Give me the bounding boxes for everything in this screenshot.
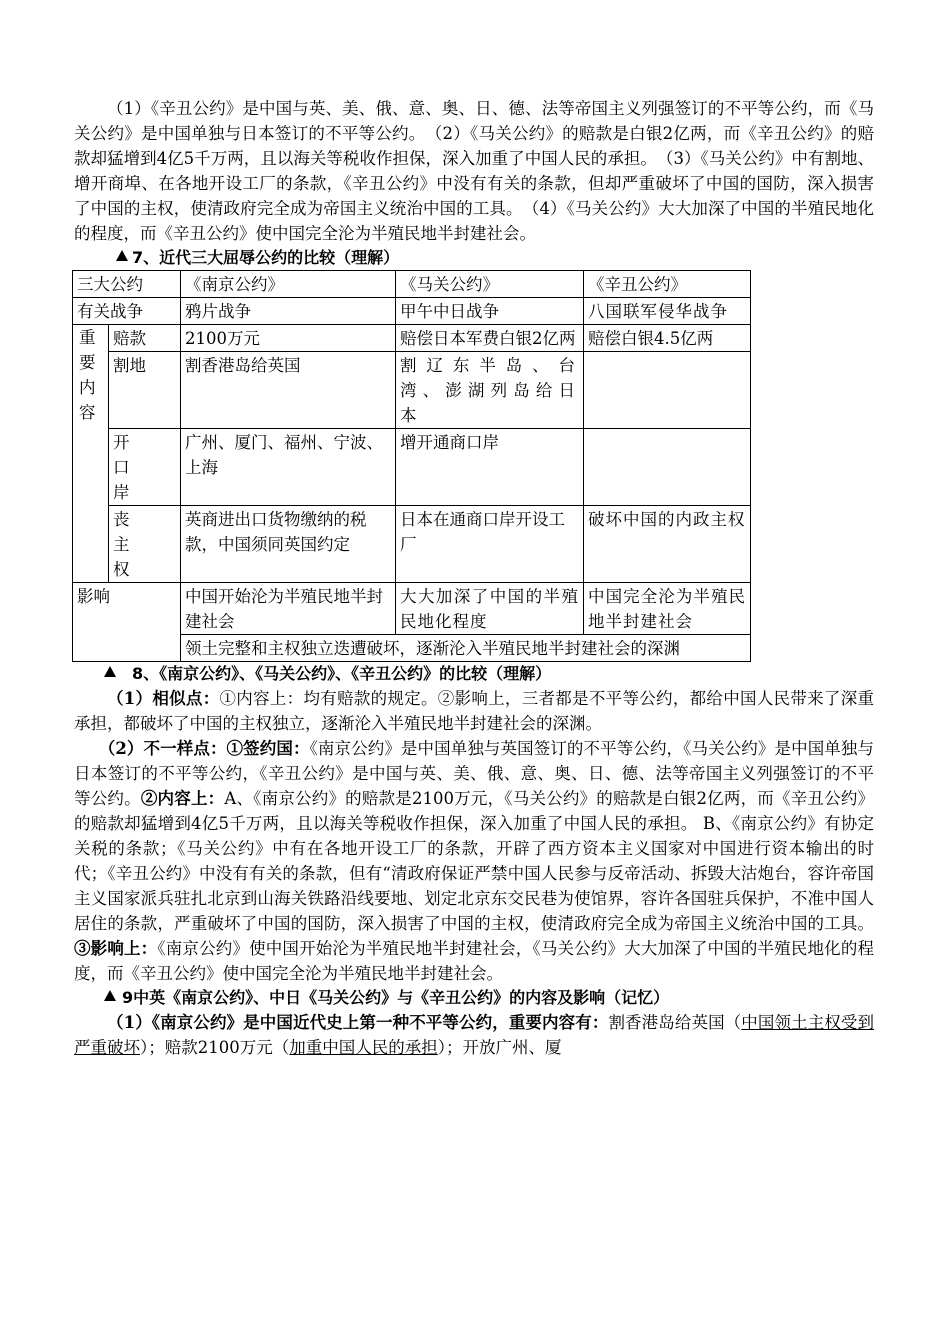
treaty-comparison-table <box>72 270 751 662</box>
table-row-war <box>73 298 751 325</box>
section9-title: 9中英《南京公约》、中日《马关公约》与《辛丑公约》的内容及影响（记忆） <box>122 988 670 1007</box>
header-cell: 《马关公约》 <box>396 271 584 298</box>
table-cell: 割辽东半岛、台湾、澎湖列岛给日本 <box>396 352 584 429</box>
nanjing-text-c: ）；开放广州、厦 <box>437 1038 562 1057</box>
differences-text-a: 《南京公约》是中国单独与英国签订的不平等公约，《马关公约》是中国单独与日本签订的不平等公约，《辛丑公约》是中国与英、美、俄、意、奥、日、德、法等帝国主义列强签订的不平等公约。 <box>74 739 875 808</box>
impact-label: ③影响上： <box>74 939 158 958</box>
table-header-row <box>73 271 751 298</box>
section9-heading <box>104 986 874 1010</box>
content-label: ②内容上： <box>140 789 225 808</box>
row-label: 有关战争 <box>73 298 181 325</box>
section7-title: 7、近代三大屈辱公约的比较（理解） <box>132 248 400 267</box>
table-row-impact <box>73 583 751 635</box>
table-cell: 英商进出口货物缴纳的税款，中国须同英国约定 <box>181 506 396 583</box>
similarity-text: ①内容上：均有赔款的规定。②影响上，三者都是不平等公约，都给中国人民带来了深重承担，都破坏了中国的主权独立，逐渐沦入半殖民地半封建社会的深渊。 <box>74 689 875 733</box>
table-cell: 领土完整和主权独立迭遭破坏，逐渐沦入半殖民地半封建社会的深渊 <box>181 635 751 662</box>
differences-label: （2）不一样点：①签约国： <box>98 739 310 758</box>
differences-text-b: A、《南京公约》的赔款是2100万元，《马关公约》的赔款是白银2亿两，而《辛丑公约》的赔款却猛增到4亿5千万两，且以海关等税收作担保，深入加重了中国人民的承担。 B、《南京公约》有协定关税的条款；《马关公约》中有在各地开设工厂的条款，开辟了西方资本主义国家对中国进行资本输出的时代；《辛丑公约》中没有有关的条款，但有“清政府保证严禁中国人民参与反帝活动、拆毁大沽炮台，容许帝国主义国家派兵驻扎北京到山海关铁路沿线要地、划定北京东交民巷为使馆界，容许各国驻兵保护，不准中国人居住的条款，严重破坏了中国的国防，深入损害了中国的主权，使清政府完全成为帝国主义统治中国的工具。 <box>74 789 875 933</box>
table-cell: 中国完全沦为半殖民地半封建社会 <box>584 583 751 635</box>
table-cell: 甲午中日战争 <box>396 298 584 325</box>
row-label: 赔款 <box>109 325 181 352</box>
header-cell: 三大公约 <box>73 271 181 298</box>
header-cell: 《辛丑公约》 <box>584 271 751 298</box>
table-cell: 赔偿日本军费白银2亿两 <box>396 325 584 352</box>
section8-title: 8、《南京公约》、《马关公约》、《辛丑公约》的比较（理解） <box>132 664 552 683</box>
table-cell: 八国联军侵华战争 <box>584 298 751 325</box>
table-cell: 割香港岛给英国 <box>181 352 396 429</box>
table-cell: 鸦片战争 <box>181 298 396 325</box>
document-page <box>74 96 874 1060</box>
section8-heading <box>104 662 874 686</box>
row-label: 开口岸 <box>109 429 181 506</box>
table-cell: 日本在通商口岸开设工厂 <box>396 506 584 583</box>
section8-similarity <box>74 686 874 736</box>
content-group-label: 重要内容 <box>73 325 109 583</box>
intro-paragraph: （1）《辛丑公约》是中国与英、美、俄、意、奥、日、德、法等帝国主义列强签订的不平等公约，而《马关公约》是中国单独与日本签订的不平等公约。 （2）《马关公约》的赔款是白银2亿两，而《辛丑公约》的赔款却猛增到4亿5千万两，且以海关等税收作担保，深入加重了中国人民的承担。 （3）《马关公约》中有割地、增开商埠、在各地开设工厂的条款，《辛丑公约》中没有有关的条款，但却严重破坏了中国的国防，深入损害了中国的主权，使清政府完全成为帝国主义统治中国的工具。 （4）《马关公约》大大加深了中国的半殖民地化的程度，而《辛丑公约》使中国完全沦为半殖民地半封建社会。 <box>74 99 874 243</box>
differences-text-c: 《南京公约》使中国开始沦为半殖民地半封建社会，《马关公约》大大加深了中国的半殖民地化的程度，而《辛丑公约》使中国完全沦为半殖民地半封建社会。 <box>74 939 875 983</box>
row-label: 割地 <box>109 352 181 429</box>
table-cell: 破坏中国的内政主权 <box>584 506 751 583</box>
table-cell <box>584 352 751 429</box>
table-cell: 2100万元 <box>181 325 396 352</box>
section8-differences <box>74 736 874 986</box>
table-cell: 大大加深了中国的半殖民地化程度 <box>396 583 584 635</box>
section9-paragraph <box>74 1010 874 1060</box>
table-cell <box>584 429 751 506</box>
table-row-cession <box>73 352 751 429</box>
triangle-bullet-icon <box>104 990 116 1001</box>
row-label: 丧主权 <box>109 506 181 583</box>
nanjing-text-a: 割香港岛给英国（ <box>608 1013 742 1032</box>
triangle-bullet-icon <box>104 666 116 677</box>
table-cell: 赔偿白银4.5亿两 <box>584 325 751 352</box>
table-cell: 中国开始沦为半殖民地半封建社会 <box>181 583 396 635</box>
table-cell: 增开通商口岸 <box>396 429 584 506</box>
nanjing-text-b: ）；赔款2100万元（ <box>140 1038 290 1057</box>
nanjing-underline-2: 加重中国人民的承担 <box>289 1038 438 1057</box>
section7-heading <box>116 246 874 270</box>
table-row-sovereignty <box>73 506 751 583</box>
nanjing-underline-1: 中国领土主权受到严重破坏 <box>74 1013 875 1057</box>
triangle-bullet-icon <box>116 250 128 261</box>
header-cell: 《南京公约》 <box>181 271 396 298</box>
nanjing-intro: （1）《南京公约》是中国近代史上第一种不平等公约，重要内容有： <box>107 1013 609 1032</box>
table-row-ports <box>73 429 751 506</box>
row-label: 影响 <box>73 583 181 662</box>
table-row-indemnity <box>73 325 751 352</box>
similarity-label: （1）相似点： <box>107 689 220 708</box>
table-cell: 广州、厦门、福州、宁波、上海 <box>181 429 396 506</box>
